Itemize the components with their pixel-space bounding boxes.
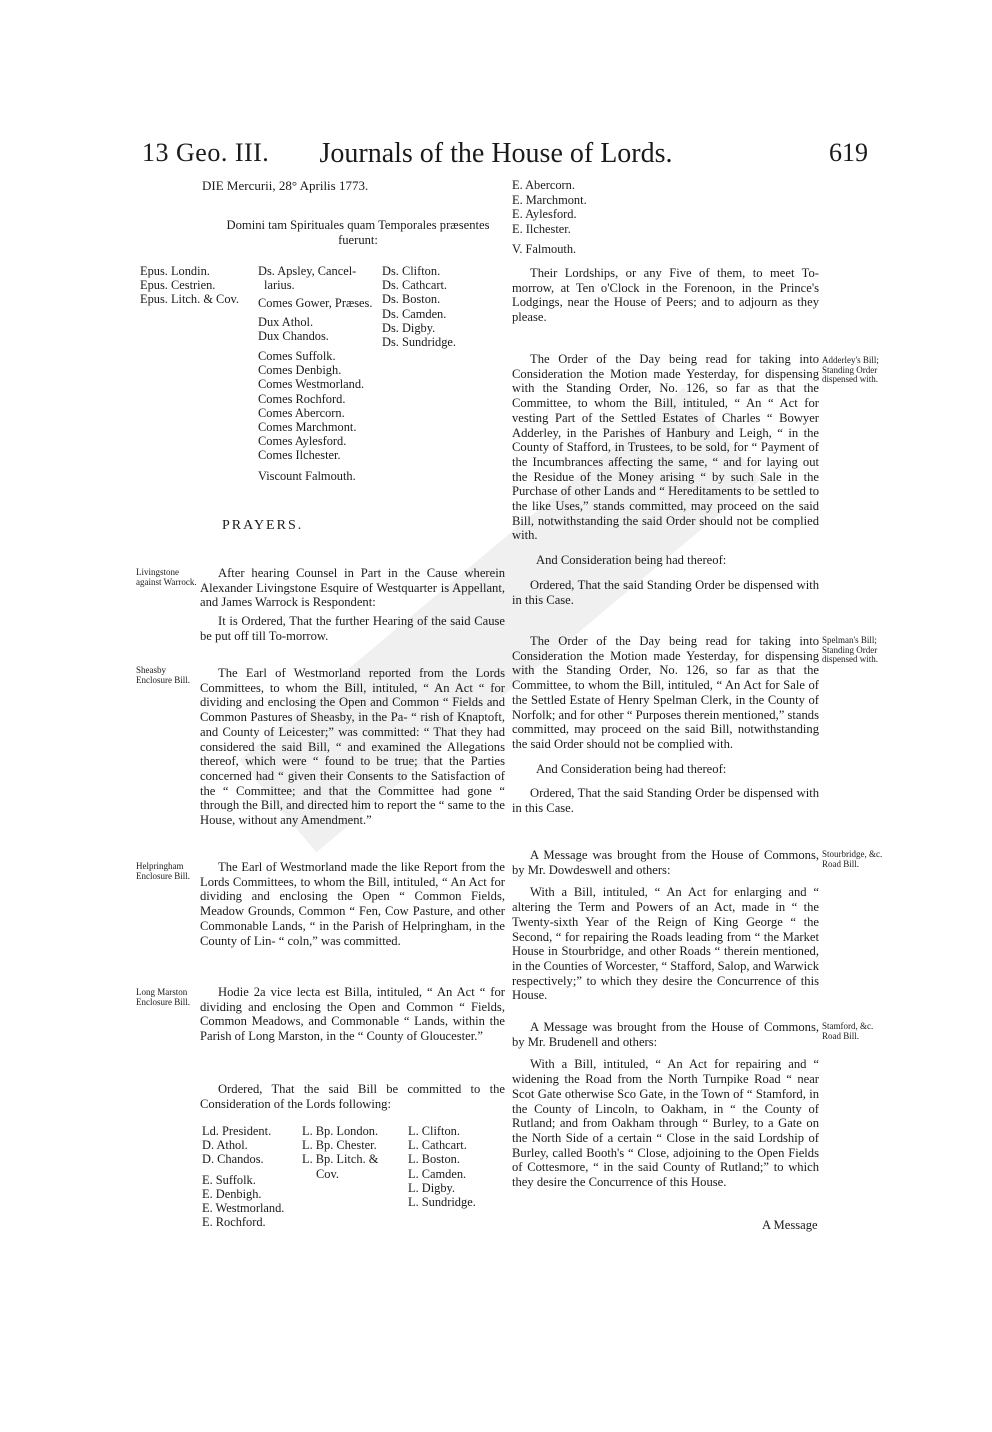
list-item: Comes Marchmont. (258, 420, 357, 435)
stamford-bill: With a Bill, intituled, “ An Act for repairing and “ widening the Road from the North Turnpike Road “ near Scot Gate otherwise Sco Gate, in the Town of “ Stamford, in the County of Lincoln, to Oakham, in “ the County of Rutland; and from Oakham through “ Burley, to a Gate on the North Side of a certain “ Close in the said Lordship of Burley, called Booth's “ Close, adjoining to the Open Fields of Cottesmore, “ in the said County of Rutland;” to which they desire the Concurrence of this House. (512, 1057, 819, 1190)
list-item: E. Denbigh. (202, 1186, 262, 1201)
meeting-paragraph (512, 266, 819, 325)
present-list-barons (382, 264, 456, 349)
meeting-text: Their Lordships, or any Five of them, to meet To-morrow, at Ten o'Clock in the Forenoon, in the Prince's Lodgings, near the House of Peers; and to adjourn as they please. (512, 266, 819, 325)
list-item: Epus. Cestrien. (140, 278, 216, 293)
list-item: E. Westmorland. (202, 1201, 285, 1216)
prayers-heading: PRAYERS. (222, 518, 304, 533)
header-title: Journals of the House of Lords. (319, 138, 673, 169)
date-line: DIE Mercurii, 28° Aprilis 1773. (202, 178, 369, 193)
present-list-bishops (140, 264, 239, 307)
spelman-consideration: And Consideration being had thereof: (536, 761, 727, 776)
present-line-1: Domini tam Spirituales quam Temporales præsentes (226, 218, 490, 232)
list-item: Comes Rochford. (258, 391, 346, 406)
committee-list-2 (302, 1124, 378, 1181)
livingstone-paragraph: After hearing Counsel in Part in the Cause wherein Alexander Livingstone Esquire of Westquarter is Appellant, and James Warrock is Respondent: (200, 566, 505, 610)
list-item: E. Ilchester. (512, 221, 571, 236)
committee-list-1 (202, 1124, 284, 1229)
list-item: E. Abercorn. (512, 178, 575, 192)
list-item: Ds. Clifton. (382, 264, 441, 278)
stamford-section (512, 1020, 819, 1190)
stamford-message: A Message was brought from the House of Commons, by Mr. Brudenell and others: (512, 1020, 819, 1049)
list-item: L. Clifton. (408, 1124, 460, 1138)
list-item: D. Athol. (202, 1138, 248, 1153)
list-item: L. Digby. (408, 1180, 456, 1195)
adderley-order: Ordered, That the said Standing Order be dispensed with in this Case. (512, 577, 819, 607)
list-item: Comes Abercorn. (258, 405, 345, 420)
adderley-paragraph: The Order of the Day being read for taking into Consideration the Motion made Yesterday, for dispensing with the Standing Order, No. 126, so far as that the Committee, to whom the Bill, intituled, “ An “ Act for vesting Part of the Settled Estates of Charles “ Bowyer Adderley, in the Parishes of Hanbury and Leigh, “ in the County of Stafford, in Trustees, to be sold, for “ Payment of the Incumbrances affecting the same, “ and for laying out the Residue of the Money arising “ by such Sale in the Purchase of other Lands and “ Hereditaments to be settled to the like Uses,” stands committed, may proceed on the said Bill, notwithstanding the said Order should not be complied with. (512, 352, 819, 543)
spelman-section (512, 634, 819, 816)
list-item: Dux Athol. (258, 314, 314, 329)
margin-note-livingstone: Livingstone against Warrock. (136, 567, 197, 587)
list-item: Ds. Sundridge. (382, 335, 456, 350)
list-item: Dux Chandos. (258, 328, 329, 343)
list-item: D. Chandos. (202, 1152, 264, 1167)
list-item: Comes Denbigh. (258, 363, 342, 378)
margin-note-spelman: Spelman's Bill; Standing Order dispensed with. (822, 635, 878, 664)
page-header (0, 138, 992, 178)
present-line-2: fuerunt: (338, 233, 378, 247)
livingstone-order: It is Ordered, That the further Hearing of the said Cause be put off till To-morrow. (200, 614, 505, 643)
committee-list-3 (408, 1124, 476, 1209)
margin-note-helpringham: Helpringham Enclosure Bill. (136, 861, 190, 881)
long-marston-paragraph: Hodie 2a vice lecta est Billa, intituled, “ An Act “ for dividing and enclosing the Open and Common “ Fields, Common Meadows, and Commonable “ Lands, within the Parish of Long Marston, in the “ County of Gloucester.” (200, 985, 505, 1044)
list-item: Epus. Litch. & Cov. (140, 292, 240, 307)
list-item: Viscount Falmouth. (258, 468, 356, 483)
list-item: V. Falmouth. (512, 242, 577, 256)
committee-order-paragraph: Ordered, That the said Bill be committed to the Consideration of the Lords following: (200, 1082, 505, 1111)
list-item: Comes Ilchester. (258, 448, 341, 463)
list-item: L. Boston. (408, 1152, 460, 1167)
helpringham-report (200, 860, 505, 948)
list-item: Ds. Boston. (382, 292, 441, 307)
list-item: Ds. Cathcart. (382, 278, 448, 293)
list-item: Comes Aylesford. (258, 434, 347, 449)
margin-note-adderley: Adderley's Bill; Standing Order dispensed with. (822, 355, 879, 384)
helpringham-paragraph: The Earl of Westmorland made the like Report from the Lords Committees, to whom the Bill, intituled, “ An Act for dividing and enclosing the Open “ Common Fields, Meadow Grounds, Common “ Fen, Cow Pasture, and other Commonable Lands, “ in the Parish of Helpringham, in the County of Lin- “ coln,” was committed. (200, 860, 505, 948)
list-item: E. Rochford. (202, 1215, 266, 1230)
stourbridge-bill: With a Bill, intituled, “ An Act for enlarging and “ altering the Term and Powers of an Act, made in “ the Twenty-sixth Year of the Reign of King George “ the Second, “ for repairing the Roads leading from “ the Market House in Stourbridge, and other Roads “ therein mentioned, in the Counties of Worcester, “ Stafford, Salop, and Warwick respectively;” to which they desire the Concurrence of this House. (512, 885, 819, 1003)
list-item: E. Marchmont. (512, 192, 587, 207)
present-heading (218, 218, 498, 248)
spelman-order: Ordered, That the said Standing Order be dispensed with in this Case. (512, 786, 819, 816)
list-item: L. Sundridge. (408, 1195, 476, 1210)
stourbridge-message: A Message was brought from the House of Commons, by Mr. Dowdeswell and others: (512, 848, 819, 877)
spelman-paragraph: The Order of the Day being read for taking into Consideration the Motion made Yesterday, for dispensing with the Standing Order, No. 126, so far as that the Committee, to whom the Bill, intituled, “ An Act for Sale of the Settled Estate of Henry Spelman Clerk, in the County of Norfolk; and for other “ Purposes therein mentioned,” stands committed, may proceed on the said Bill, notwithstanding the said Order should not be complied with. (512, 634, 819, 751)
stourbridge-section (512, 848, 819, 1003)
committee-order (200, 1082, 505, 1111)
list-item: Comes Gower, Præses. (258, 296, 373, 311)
list-item: L. Bp. London. (302, 1124, 379, 1138)
list-item: Ds. Camden. (382, 306, 447, 321)
list-item: Ds. Apsley, Cancel- (258, 264, 357, 278)
long-marston-reading (200, 985, 505, 1044)
sheasby-paragraph: The Earl of Westmorland reported from the Lords Committees, to whom the Bill, intituled, “ An Act “ for dividing and enclosing the Open and Common “ Fields and Common Pastures of Sheasby, in the Pa- “ rish of Knaptoft, and County of Leicester;” was committed: “ That they had considered the said Bill, “ and examined the Allegations thereof, which were “ found to be true; that the Parties concerned had “ given their Consents to the Satisfaction of the “ Committee; and that the Committee had gone “ through the Bill, and directed him to report the “ same to the House, without any Amendment.” (200, 666, 505, 828)
list-item: Ds. Digby. (382, 320, 436, 335)
catchword: A Message (762, 1218, 818, 1232)
margin-note-sheasby: Sheasby Enclosure Bill. (136, 665, 190, 685)
list-item: E. Suffolk. (202, 1172, 256, 1187)
left-column-body (200, 566, 505, 644)
adderley-consideration: And Consideration being had thereof: (536, 553, 727, 568)
list-item: L. Bp. Litch. & (302, 1152, 379, 1167)
margin-note-long-marston: Long Marston Enclosure Bill. (136, 987, 190, 1007)
list-item: L. Cathcart. (408, 1138, 467, 1153)
list-item: Epus. Londin. (140, 264, 210, 278)
list-item: larius. (264, 278, 295, 293)
present-list-peers (258, 264, 372, 483)
adderley-section (512, 352, 819, 607)
header-regnal-year: 13 Geo. III. (142, 138, 270, 167)
margin-note-stamford: Stamford, &c. Road Bill. (822, 1021, 874, 1041)
sheasby-report (200, 666, 505, 828)
right-top-list (512, 178, 587, 257)
list-item: L. Camden. (408, 1166, 467, 1181)
list-item: E. Aylesford. (512, 207, 577, 221)
margin-note-stourbridge: Stourbridge, &c. Road Bill. (822, 849, 883, 869)
header-page-number: 619 (829, 138, 868, 167)
list-item: L. Bp. Chester. (302, 1138, 377, 1153)
list-item: Comes Westmorland. (258, 377, 365, 392)
list-item: Ld. President. (202, 1124, 272, 1138)
list-item: Comes Suffolk. (258, 349, 336, 364)
list-item: Cov. (316, 1166, 339, 1181)
